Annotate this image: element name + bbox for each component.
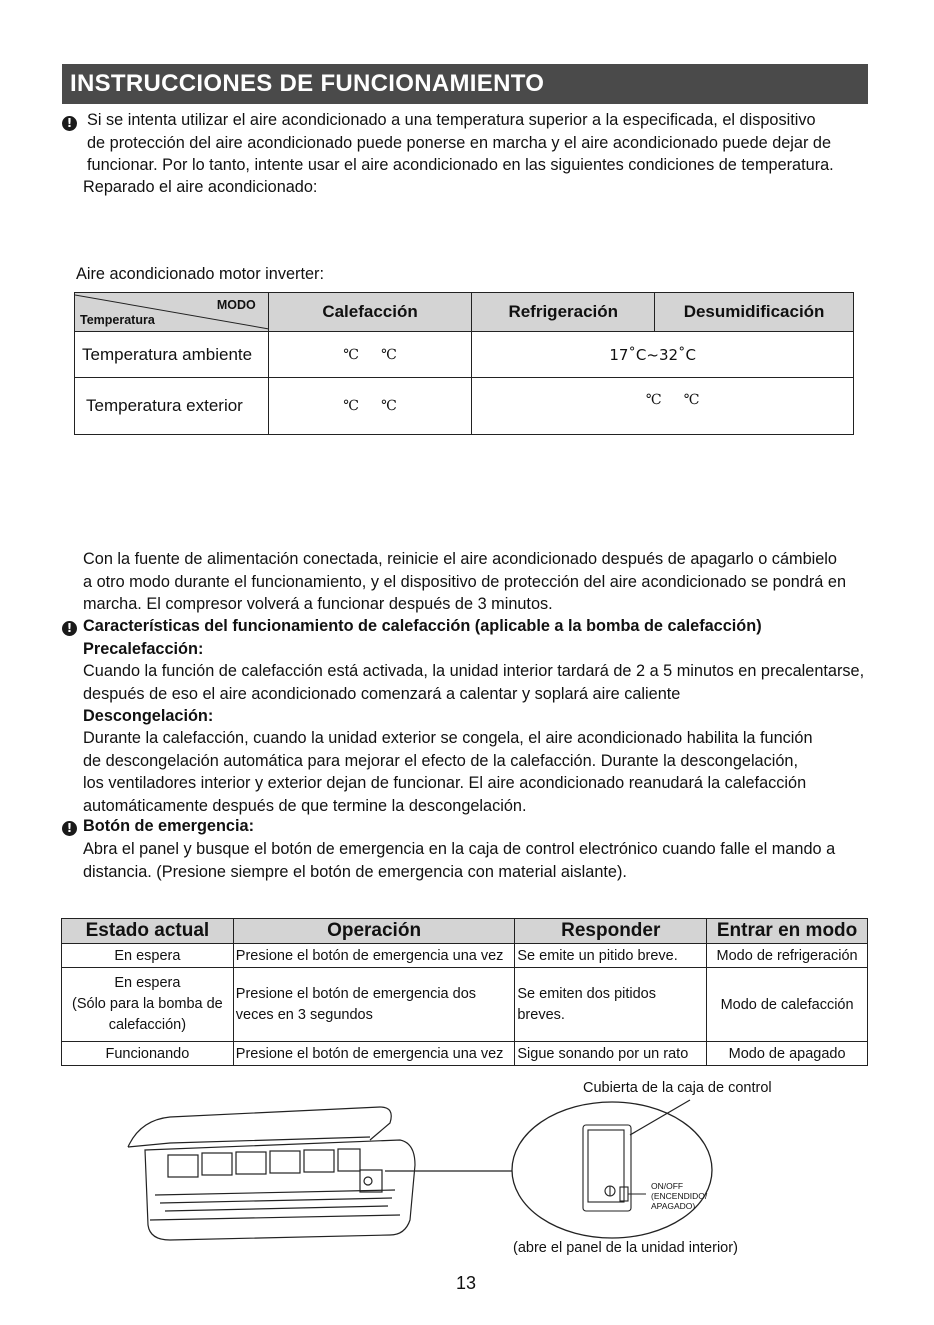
operation-line: veces en 3 segundos [235, 1006, 373, 1023]
state-cell [62, 968, 234, 1042]
column-header-dehumidify: Desumidificación [655, 293, 854, 332]
defrost-line: de descongelación automática para mejorar el efecto de la calefacción. Durante la descongelación, [83, 751, 799, 770]
corner-temperature-label: Temperatura [80, 313, 155, 327]
emergency-table [61, 918, 868, 1066]
mode-cell: Modo de apagado [707, 1042, 868, 1066]
restart-line: a otro modo durante el funcionamiento, y el dispositivo de protección del aire acondicionado se pondrá en [83, 572, 846, 591]
state-cell: Funcionando [62, 1042, 234, 1066]
response-cell: Sigue sonando por un rato [515, 1042, 707, 1066]
table-corner-cell [75, 293, 269, 332]
figure-caption: (abre el panel de la unidad interior) [513, 1240, 738, 1256]
preheat-line: después de eso el aire acondicionado comenzará a calentar y soplará aire caliente [83, 684, 681, 703]
intro-line: de protección del aire acondicionado puede ponerse en marcha y el aire acondicionado puede dejar de [87, 133, 832, 152]
row-label-outdoor: Temperatura exterior [75, 378, 269, 435]
emergency-title: Botón de emergencia: [83, 817, 254, 835]
state-line: (Sólo para la bomba de [72, 996, 223, 1012]
mode-cell: Modo de calefacción [707, 968, 868, 1042]
temperature-table [74, 292, 854, 435]
warning-icon: ! [62, 621, 77, 636]
section-title: INSTRUCCIONES DE FUNCIONAMIENTO [70, 70, 545, 97]
outdoor-cooling-value: ℃ ℃ [472, 378, 854, 435]
column-header-heating: Calefacción [268, 293, 472, 332]
onoff-line: APAGADO) [651, 1201, 696, 1211]
operation-cell: Presione el botón de emergencia una vez [233, 1042, 515, 1066]
column-header-operation: Operación [233, 919, 515, 944]
emergency-line: distancia. (Presione siempre el botón de emergencia con material aislante). [83, 862, 627, 881]
table-row [62, 968, 868, 1042]
intro-line: funcionar. Por lo tanto, intente usar el aire acondicionado en las siguientes condiciones de temperatura. [87, 156, 834, 174]
row-label-ambient: Temperatura ambiente [75, 332, 269, 378]
defrost-line: los ventiladores interior y exterior dejan de funcionar. El aire acondicionado reanudará la calefacción [83, 774, 807, 792]
onoff-line: (ENCENDIDO/ [651, 1191, 708, 1201]
corner-mode-label: MODO [216, 298, 256, 312]
restart-paragraph [83, 548, 846, 616]
state-line: En espera [114, 975, 181, 991]
intro-line: Si se intenta utilizar el aire acondicionado a una temperatura superior a la especificada, el dispositivo [87, 111, 816, 129]
inverter-label: Aire acondicionado motor inverter: [76, 265, 324, 283]
preheat-title: Precalefacción: [83, 640, 204, 658]
emergency-line: Abra el panel y busque el botón de emergencia en la caja de control electrónico cuando falle el mando a [83, 840, 836, 858]
column-header-state: Estado actual [62, 919, 234, 944]
restart-line: Con la fuente de alimentación conectada, reinicie el aire acondicionado después de apagarlo o cámbielo [83, 550, 837, 568]
defrost-line: Durante la calefacción, cuando la unidad exterior se congela, el aire acondicionado habilita la función [83, 729, 813, 747]
response-line: Se emiten dos pitidos [517, 985, 656, 1002]
intro-paragraph [87, 109, 834, 177]
table-row [62, 1042, 868, 1066]
onoff-label [651, 1181, 707, 1211]
response-cell [515, 968, 707, 1042]
state-cell: En espera [62, 944, 234, 968]
column-header-cooling: Refrigeración [472, 293, 655, 332]
preheat-line: Cuando la función de calefacción está activada, la unidad interior tardará de 2 a 5 minutos en precalentarse, [83, 662, 865, 680]
ambient-heating-value: ℃ ℃ [268, 332, 472, 378]
ambient-cooling-value: 17˚C~32˚C [472, 332, 854, 378]
control-box-detail [440, 1095, 780, 1245]
warning-icon: ! [62, 821, 77, 836]
intro-repaired-line: Reparado el aire acondicionado: [83, 178, 318, 196]
table-row [62, 944, 868, 968]
column-header-mode: Entrar en modo [707, 919, 868, 944]
heating-title: Características del funcionamiento de calefacción (aplicable a la bomba de calefacción) [83, 617, 762, 635]
defrost-line: automáticamente después de que termine la descongelación. [83, 796, 527, 815]
response-line: breves. [517, 1006, 565, 1023]
response-cell: Se emite un pitido breve. [515, 944, 707, 968]
emergency-paragraph [83, 838, 835, 883]
column-header-response: Responder [515, 919, 707, 944]
defrost-paragraph [83, 727, 813, 817]
page-number: 13 [456, 1273, 477, 1293]
operation-cell [233, 968, 515, 1042]
warning-icon: ! [62, 116, 77, 131]
state-line: calefacción) [108, 1017, 187, 1033]
preheat-paragraph [83, 660, 864, 705]
restart-line: marcha. El compresor volverá a funcionar después de 3 minutos. [83, 595, 553, 613]
cover-label: Cubierta de la caja de control [583, 1080, 772, 1096]
operation-line: Presione el botón de emergencia dos [235, 985, 477, 1002]
indoor-unit-illustration [110, 1095, 440, 1245]
mode-cell: Modo de refrigeración [707, 944, 868, 968]
operation-cell: Presione el botón de emergencia una vez [233, 944, 515, 968]
onoff-line: ON/OFF [651, 1181, 684, 1191]
outdoor-heating-value: ℃ ℃ [268, 378, 472, 435]
defrost-title: Descongelación: [83, 707, 214, 725]
